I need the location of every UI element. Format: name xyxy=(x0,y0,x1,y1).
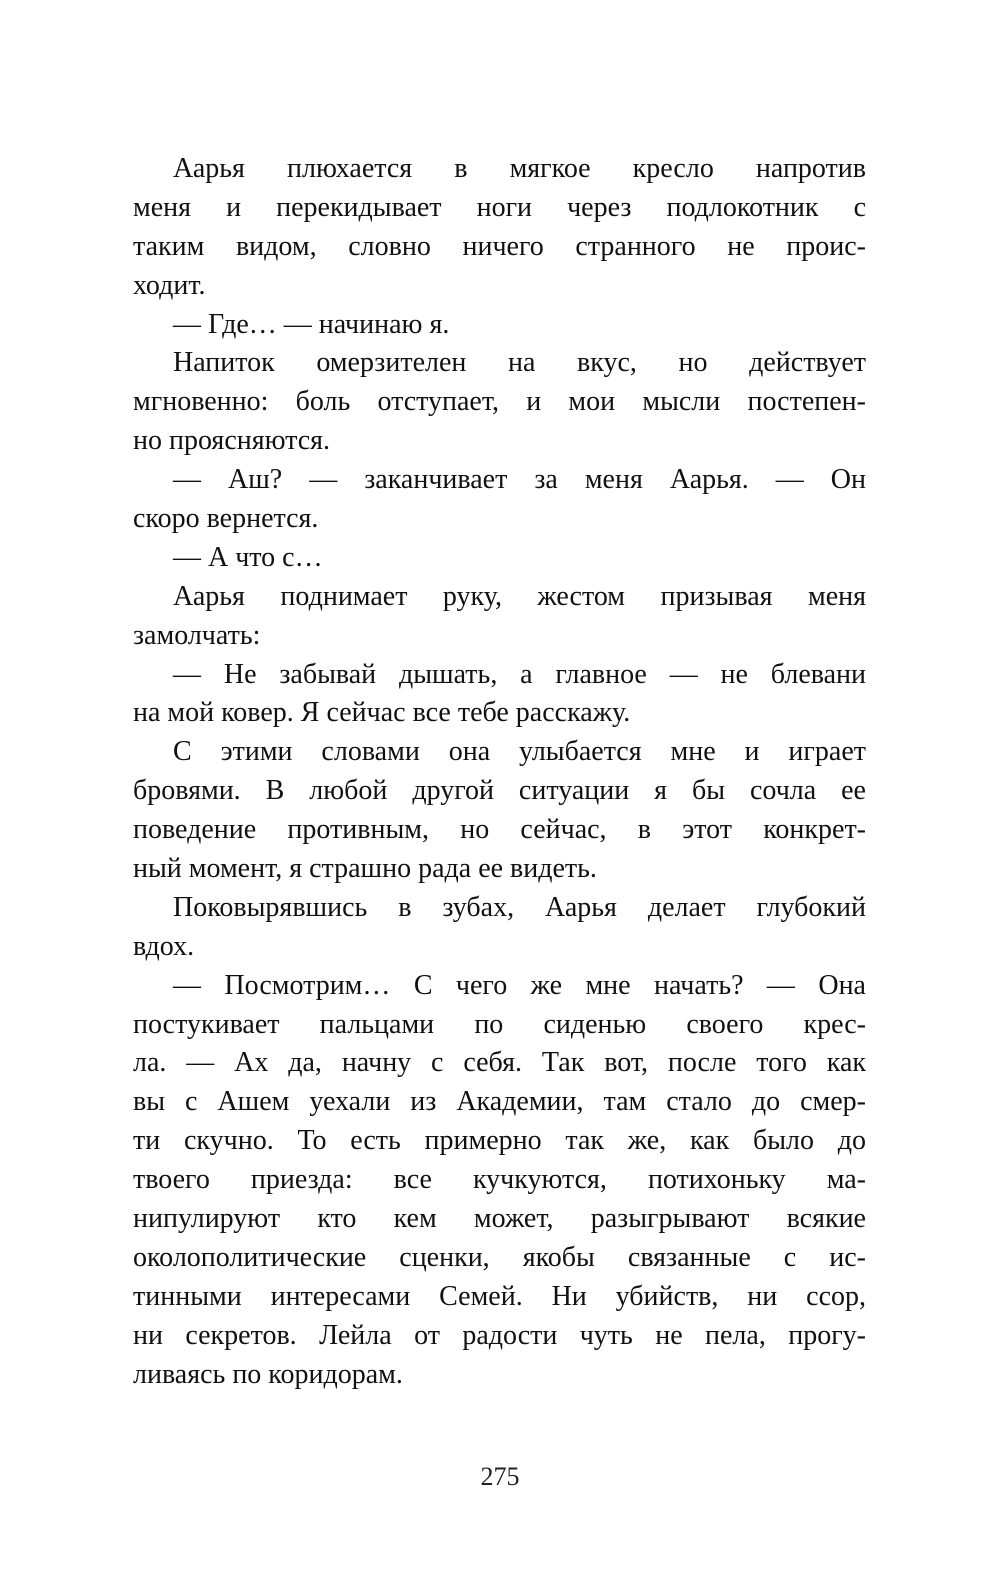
text-line: ливаясь по коридорам. xyxy=(133,1358,403,1390)
text-line: мгновенно: боль отступает, и мои мысли постепен- xyxy=(133,386,866,418)
text-line: меня и перекидывает ноги через подлокотник с xyxy=(133,191,866,223)
text-line: — А что с… xyxy=(173,541,323,573)
text-line: С этими словами она улыбается мне и играет xyxy=(173,736,866,768)
text-line: нипулируют кто кем может, разыгрывают всякие xyxy=(133,1203,866,1235)
text-line: — Аш? — заканчивает за меня Аарья. — Он xyxy=(173,464,866,496)
text-line: Аарья плюхается в мягкое кресло напротив xyxy=(173,153,866,184)
text-line: постукивает пальцами по сиденью своего крес- xyxy=(133,1008,866,1040)
text-line: тинными интересами Семей. Ни убийств, ни ссор, xyxy=(133,1280,866,1312)
text-line: твоего приезда: все кучкуются, потихоньку ма- xyxy=(133,1164,866,1196)
text-line: ти скучно. То есть примерно так же, как было до xyxy=(133,1125,866,1157)
text-line: вы с Ашем уехали из Академии, там стало до смер- xyxy=(133,1086,866,1118)
text-line: поведение противным, но сейчас, в этот конкрет- xyxy=(133,814,866,846)
text-line: ный момент, я страшно рада ее видеть. xyxy=(133,853,597,885)
text-line: — Посмотрим… С чего же мне начать? — Она xyxy=(173,969,866,1001)
text-line: вдох. xyxy=(133,930,195,962)
text-line: Напиток омерзителен на вкус, но действует xyxy=(173,347,866,379)
text-line: Аарья поднимает руку, жестом призывая меня xyxy=(173,580,866,612)
page-number: 275 xyxy=(480,1462,520,1491)
body-text xyxy=(133,150,866,1395)
text-line: на мой ковер. Я сейчас все тебе расскажу. xyxy=(133,697,631,729)
text-line: скоро вернется. xyxy=(133,503,319,535)
text-line: ни секретов. Лейла от радости чуть не пела, прогу- xyxy=(133,1319,866,1351)
text-line: но проясняются. xyxy=(133,425,331,457)
text-line: таким видом, словно ничего странного не проис- xyxy=(133,230,866,262)
text-line: замолчать: xyxy=(133,619,261,651)
text-line: бровями. В любой другой ситуации я бы сочла ее xyxy=(133,775,866,807)
text-line: — Не забывай дышать, а главное — не блевани xyxy=(173,658,866,690)
text-line: околополитические сценки, якобы связанные с ис- xyxy=(133,1241,866,1273)
text-line: ходит. xyxy=(133,269,206,301)
text-line: — Где… — начинаю я. xyxy=(173,308,450,340)
text-line: ла. — Ах да, начну с себя. Так вот, после того как xyxy=(133,1047,866,1079)
text-line: Поковырявшись в зубах, Аарья делает глубокий xyxy=(173,891,866,923)
